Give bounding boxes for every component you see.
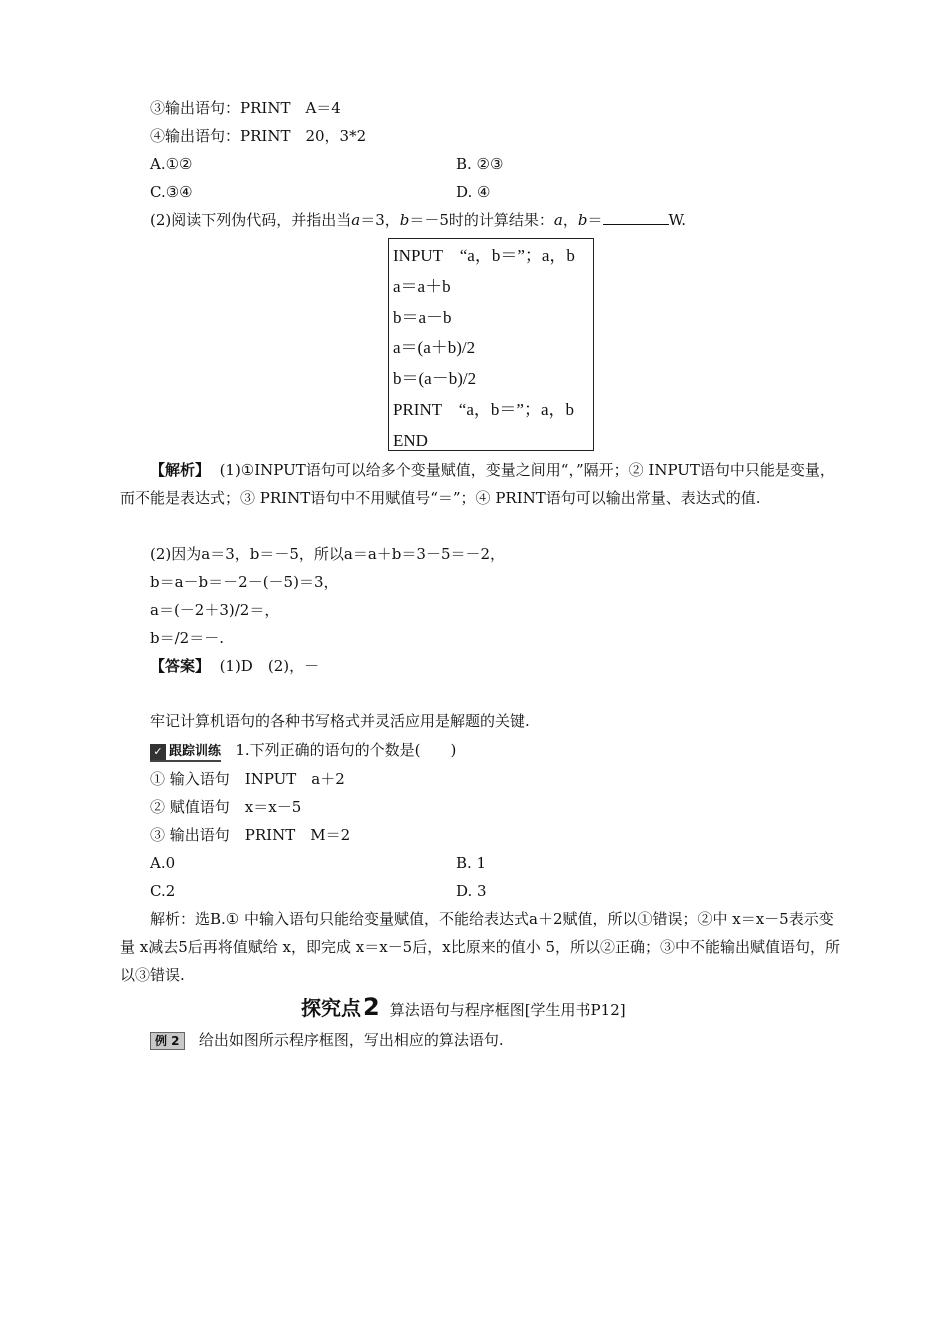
question-2 bbox=[150, 210, 686, 230]
example-badge: 例 2 bbox=[150, 1032, 185, 1050]
analysis-text: (1)①INPUT语句可以给多个变量赋值，变量之间用“，”隔开；② INPUT语句中只能是变量，而不能是表达式；③ PRINT语句中不用赋值号“＝”；④ PRINT语句可以输出常量、表达式的值. bbox=[120, 461, 835, 507]
answer-blank bbox=[603, 210, 669, 225]
analysis-label: 【解析】 bbox=[150, 461, 211, 479]
practice-item-1: ① 输入语句 INPUT a＋2 bbox=[150, 770, 345, 788]
analysis-line-4: a＝(－2＋3)/2＝， bbox=[150, 601, 280, 619]
example-line bbox=[150, 1030, 504, 1050]
section-subtitle: 算法语句与程序框图[学生用书P12] bbox=[389, 1001, 626, 1019]
code-line: END bbox=[393, 430, 428, 450]
q2-ans-a: a bbox=[553, 211, 563, 229]
practice-choice-a: A.0 bbox=[150, 854, 176, 872]
q2-suffix: W. bbox=[668, 211, 687, 229]
answer-text: (1)D (2)，－ bbox=[219, 657, 320, 675]
practice-choice-b: B. 1 bbox=[456, 854, 487, 872]
code-line: b＝(a－b)/2 bbox=[393, 369, 477, 389]
analysis-l2: (2)因为 bbox=[150, 545, 202, 563]
analysis-paragraph bbox=[120, 456, 840, 512]
pseudocode-box bbox=[388, 238, 594, 451]
choice-c: C.③④ bbox=[150, 183, 193, 201]
analysis-l2b: b＝－5，所以 bbox=[249, 545, 344, 563]
q2-sep: ， bbox=[562, 211, 578, 229]
practice-badge-label: 跟踪训练 bbox=[169, 744, 222, 759]
code-line: a＝a＋b bbox=[393, 276, 451, 296]
q2-eq-end: ＝ bbox=[587, 211, 603, 229]
code-line: a＝(a＋b)/2 bbox=[393, 338, 476, 358]
q2-var-b: b bbox=[399, 211, 410, 229]
practice-item-2: ② 赋值语句 x＝x－5 bbox=[150, 798, 302, 816]
option-3-line: ③输出语句：PRINT A＝4 bbox=[150, 99, 341, 117]
option-4-line: ④输出语句：PRINT 20，3*2 bbox=[150, 127, 367, 145]
practice-item-3: ③ 输出语句 PRINT M＝2 bbox=[150, 826, 351, 844]
section-heading bbox=[301, 992, 626, 1021]
check-icon: ✓ bbox=[150, 744, 166, 760]
q2-b-eq: ＝－5时的计算结果： bbox=[409, 211, 554, 229]
section-title: 探究点 bbox=[301, 996, 361, 1020]
analysis-line-3: b＝a－b＝－2－(－5)＝3， bbox=[150, 573, 339, 591]
analysis-line-5: b＝/2＝－. bbox=[150, 629, 224, 647]
code-line: INPUT “a，b＝”；a，b bbox=[393, 246, 575, 265]
practice-choice-c: C.2 bbox=[150, 882, 176, 900]
code-line: PRINT “a，b＝”；a，b bbox=[393, 399, 574, 419]
code-line: b＝a－b bbox=[393, 307, 452, 327]
q2-ans-b: b bbox=[577, 211, 588, 229]
practice-choice-d: D. 3 bbox=[456, 882, 487, 900]
practice-header bbox=[150, 740, 456, 762]
example-text: 给出如图所示程序框图，写出相应的算法语句. bbox=[198, 1031, 504, 1049]
answer-line bbox=[150, 656, 319, 676]
practice-badge bbox=[150, 744, 221, 762]
tip-text: 牢记计算机语句的各种书写格式并灵活应用是解题的关键. bbox=[150, 712, 530, 730]
section-number: 2 bbox=[363, 993, 380, 1021]
analysis-line-2 bbox=[150, 544, 505, 564]
q2-var-a: a bbox=[351, 211, 361, 229]
practice-solution: 解析：选B.① 中输入语句只能给变量赋值，不能给表达式a＋2赋值，所以①错误；②中 x＝x－5表示变量 x减去5后再将值赋给 x，即完成 x＝x－5后，x比原来的值小 5，所以②正确；③中不能输出赋值语句，所以③错误. bbox=[120, 910, 841, 984]
q2-a-eq: ＝3， bbox=[360, 211, 400, 229]
answer-label: 【答案】 bbox=[150, 657, 211, 675]
choice-b: B. ②③ bbox=[456, 155, 504, 173]
choice-a: A.①② bbox=[150, 155, 193, 173]
choice-d: D. ④ bbox=[456, 183, 491, 201]
analysis-l2c: a＝a＋b＝3－5＝－2， bbox=[343, 545, 506, 563]
analysis-l2a: a＝3， bbox=[201, 545, 250, 563]
practice-question: 1.下列正确的语句的个数是( ) bbox=[235, 741, 457, 759]
q2-prefix: (2)阅读下列伪代码，并指出当 bbox=[150, 211, 352, 229]
